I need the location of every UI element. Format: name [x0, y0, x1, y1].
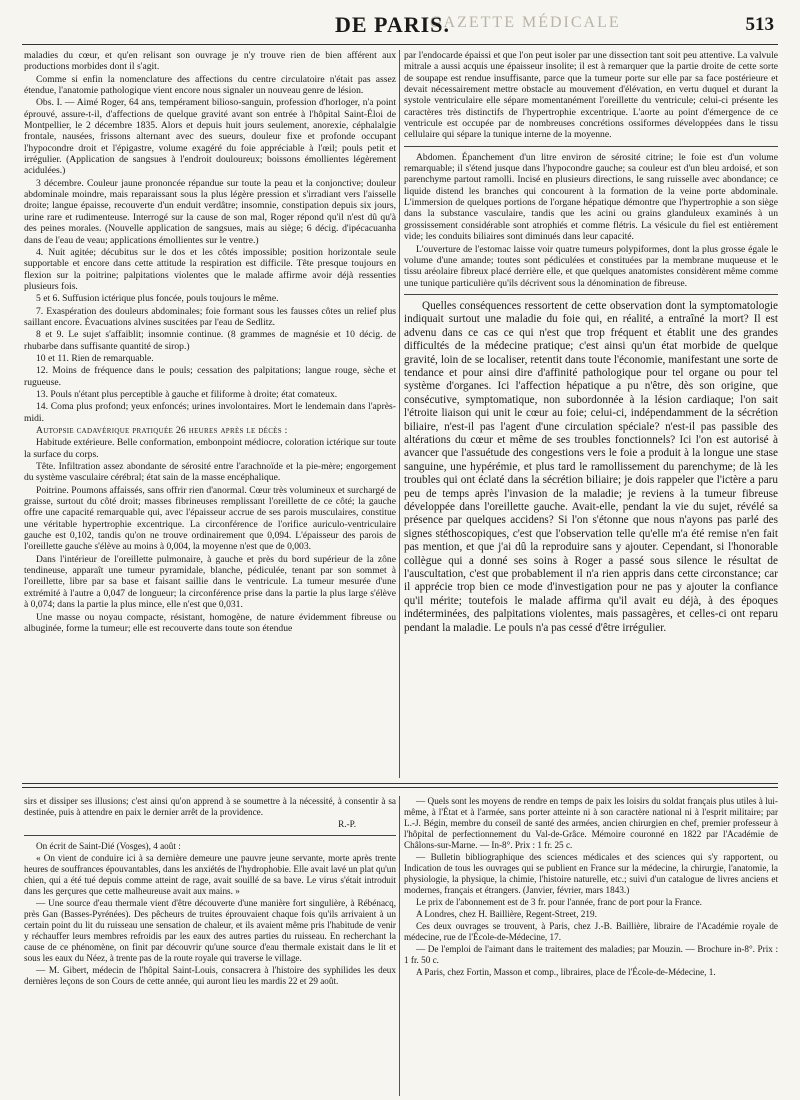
commentary-paragraph: Quelles conséquences ressortent de cette observation dont la symptomatologie indiquait surtout une maladie du foie qui, en réalité, a entraîné la mort? Il est advenu dans ce cas ce qui n'est que trop fréquent et établit une des grandes difficultés de la médecine pratique; c'est ainsi qu'un état morbide de quelque gravité, loin de se localiser, retentit dans toute l'économie, manifestant une sorte de tendance et pour ainsi dire d'affinité pathologique pour tel organe ou pour tel système d'organes. Ici l'affection hépatique a pu n'être, dès son origine, que consécutive, symptomatique, non subordonnée à la lésion cardiaque; l'on sait l'étroite liaison qui unit le cœur au foie; celui-ci, indépendamment de la sécrétion biliaire, n'est-il pas l'agent d'une circulation spéciale? n'est-il pas passible des altérations du cœur et même de ses troubles fonctionnels? Ici l'on est autorisé à avancer que l'assuétude des congestions vers le foie a produit à la longue une stase sanguine, une hypérémie, et plus tard le ramollissement du parenchyme; de là les troubles qui ont éclaté dans la sécrétion biliaire; je dois rappeler que l'ictère a paru peu de temps après l'invasion de la maladie; je reviens à la tumeur fibreuse développée dans l'oreillette gauche. Avait-elle, pendant la vie du sujet, révélé sa présence par quelques accidens? Si l'on s'étonne que nous n'ayons pas parlé des signes stéthoscopiques, c'est que l'observation telle qu'elle m'a été remise n'en fait pas mention, et que j'ai dû la reproduire sans y ajouter. Cependant, si l'honorable collègue qui a donné ses soins à Roger a passé sous silence le résultat de l'auscultation, c'est que probablement il n'a rien appris dans cette circonstance; car il apprécie trop bien ce mode d'investigation pour ne pas y ajouter la confiance qu'il mérite; toutefois le malade affirma qu'il avait eu déjà, à des époques indéterminées, des palpitations violentes, mais passagères, et celles-ci ont reparu pendant la maladie. Le pouls n'a pas cessé d'être irrégulier. — [404, 299, 778, 634]
dateline: On écrit de Saint-Dié (Vosges), 4 août : — [36, 841, 181, 851]
bleed-through-text: GAZETTE MÉDICALE — [430, 14, 621, 31]
bibliography-item: — De l'emploi de l'aimant dans le traitement des maladies; par Mouzin. — Brochure in-8°. Prix : 1 fr. 50 c. — [404, 944, 778, 965]
signature: R.-P. — [338, 819, 356, 829]
paragraph: par l'endocarde épaissi et que l'on peut isoler par une dissection tant soit peu attentive. La valvule mitrale a aussi acquis une épaisseur insolite; il est à remarquer que la partie droite de cette sorte de soupape est rendue insuffisante, parce que la tumeur porte sur elle par sa face postérieure et devait nécessairement mettre obstacle au mouvement d'élévation, en vertu duquel et durant la systole ventriculaire elle sépare momentanément l'oreillette du ventricule; celui-ci présente les caractères très distinctifs de l'hypertrophie excentrique. L'aorte au point d'émergence de ce ventricule est occupée par de nombreuses concrétions ossiformes développées dans le tissu cellulaire qui sépare la tunique interne de la moyenne. — [404, 50, 778, 141]
column-right-top — [404, 50, 778, 778]
commentary-block — [404, 300, 778, 635]
paragraph: A Paris, chez Fortin, Masson et comp., libraires, place de l'École-de-Médecine, 1. — [416, 967, 716, 977]
news-item: — Une source d'eau thermale vient d'être découverte d'une manière fort singulière, à Rébénacq, près Gan (Basses-Pyrénées). Des pêcheurs de truites éprouvaient chaque fois qu'ils arrivaient à un certain point du lit du ruisseau une sensation de chaleur, et ils avaient même pris l'habitude de venir y réchauffer leurs membres refroidis par les eaux des autres parties du ruisseau. En recherchant la cause de ce phénomène, on finit par découvrir qu'une source d'eau thermale existait dans le lit et sous les eaux du Néez, à trente pas de la route royale qui traverse le village. — [24, 898, 396, 963]
paragraph: 14. Coma plus profond; yeux enfoncés; urines involontaires. Mort le lendemain dans l'après-midi. — [24, 401, 396, 424]
running-title: DE PARIS. — [335, 12, 450, 37]
page-number: 513 — [745, 14, 774, 35]
paragraph: Comme si enfin la nomenclature des affections du centre circulatoire n'était pas assez étendue, l'anatomie pathologique vient encore nous signaler un nouveau genre de lésion. — [24, 73, 396, 97]
section-separator — [22, 783, 778, 784]
paragraph: A Londres, chez H. Baillière, Regent-Street, 219. — [416, 909, 597, 919]
paragraph: Ces deux ouvrages se trouvent, à Paris, chez J.-B. Baillière, libraire de l'Académie royale de médecine, rue de l'École-de-Médecine, 17. — [404, 921, 778, 942]
column-divider — [399, 796, 400, 1096]
paragraph: Dans l'intérieur de l'oreillette pulmonaire, à gauche et près du bord supérieur de la zône tendineuse, apparaît une tumeur pyramidale, blanche, pédiculée, tenant par son sommet à l'oreillette, libre par sa base et faisant saillie dans le ventricule. La tumeur mesurée d'une extrémité à l'autre a 0,047 de longueur; la circonférence prise dans la partie la plus large s'élève à 0,074; dans la partie la plus mince, elle n'est que 0,031. — [24, 553, 396, 611]
paragraph: 7. Exaspération des douleurs abdominales; foie formant sous les fausses côtes un relief plus saillant encore. Évacuations alvines suscitées par l'eau de Sedlitz. — [24, 305, 396, 328]
paragraph: 5 et 6. Suffusion ictérique plus foncée, pouls toujours le même. — [36, 293, 279, 305]
section-separator-thin — [22, 787, 778, 788]
observation-intro: Obs. I. — Aimé Roger, 64 ans, tempérament bilioso-sanguin, profession d'horloger, n'a point éprouvé, assure-t-il, d'affections de quelque gravité avant son entrée à l'hôpital Saint-Éloi de Montpellier, le 2 décembre 1835. Alors et depuis huit jours seulement, anorexie, céphalalgie frontale, nausées, frissons alternant avec des sueurs, douleur fixe et profonde occupant l'hypocondre droit et l'épigastre, volume exagéré du foie appréciable à l'œil; pouls petit et irrégulier. (Application de sangsues à l'endroit douloureux; boissons émollientes légèrement acidulées.) — [24, 97, 396, 177]
section-rule — [24, 835, 396, 836]
paragraph: 12. Moins de fréquence dans le pouls; cessation des palpitations; langue rouge, sèche et rugueuse. — [24, 365, 396, 388]
paragraph: 4. Nuit agitée; décubitus sur le dos et les côtés impossible; position horizontale seule supportable et encore dans cette attitude la respiration est difficile. Tête presque toujours en flexion sur la poitrine; palpitations violentes que le malade affirme avoir déjà ressenties plusieurs fois. — [24, 246, 396, 292]
news-quote: « On vient de conduire ici à sa dernière demeure une pauvre jeune servante, morte après trente heures de souffrances épouvantables, dans les anxiétés de l'hydrophobie. Elle avait lavé un plat qu'un chien, qui a été tué depuis comme atteint de rage, avait souillé de sa bave. Le virus s'était introduit dans les gerçures que cette malheureuse avait aux mains. » — [24, 853, 396, 896]
section-rule — [404, 146, 778, 147]
header-rule — [22, 44, 778, 45]
paragraph: Abdomen. Épanchement d'un litre environ de sérosité citrine; le foie est d'un volume remarquable; il s'étend jusque dans l'hypocondre gauche; sa couleur est d'un bleu ardoisé, et son parenchyme partout ramolli. Incisé en plusieurs directions, le sang ruisselle avec abondance; ce liquide distend les branches qui concourent à la formation de la veine porte abdominale. L'immersion de quelques portions de l'organe hépatique démontre que l'hypertrophie a son siège dans la substance vasculaire, tandis que les acini ou grains glanduleux examinés à un grossissement considérable sont atrophiés et comme flétris. La vésicule du fiel est entièrement vide; les conduits biliaires sont diminués dans leur capacité. — [404, 151, 778, 243]
paragraph: L'ouverture de l'estomac laisse voir quatre tumeurs polypiformes, dont la plus grosse égale le volume d'une amande; toutes sont pédiculées et constituées par la membrane muqueuse et le tissu aréolaire fibreux placé derrière elle, et que quelques anatomistes considèrent même comme une tunique particulière qu'ils décrivent sous la dénomination de fibreuse. — [404, 243, 778, 289]
bibliography-item: — Bulletin bibliographique des sciences médicales et des sciences qui s'y rapportent, ou Indication de tous les ouvrages qui se publient en France sur la médecine, la chirurgie, l'anatomie, la physiologie, la physique, la chimie, l'histoire naturelle, etc.; suivi d'un catalogue de livres anciens et modernes, français et étrangers. (Janvier, février, mars 1843.) — [404, 852, 778, 895]
column-divider — [399, 50, 400, 778]
autopsy-heading: Autopsie cadavérique pratiquée 26 heures après le décès : — [36, 425, 288, 436]
paragraph: Le prix de l'abonnement est de 3 fr. pour l'année, franc de port pour la France. — [416, 897, 702, 907]
paragraph: sirs et dissiper ses illusions; c'est ainsi qu'on apprend à se soumettre à la nécessité, à consentir à sa destinée, puis à attendre en paix le dernier arrêt de la providence. — [24, 796, 396, 817]
column-right-bottom — [404, 796, 778, 1096]
paragraph: 8 et 9. Le sujet s'affaiblit; insomnie continue. (8 grammes de magnésie et 10 décig. de rhubarbe dans suffisante quantité de sirop.) — [24, 329, 396, 352]
paragraph: Poitrine. Poumons affaissés, sans offrir rien d'anormal. Cœur très volumineux et surchargé de graisse, surtout du côté droit; masses fibrineuses remplissant l'oreillette de ce côté; la gauche offre une capacité remarquable qui, avec l'épaisseur accrue de ses parois musculaires, constitue une véritable hypertrophie excentrique. La circonférence de l'orifice auriculo-ventriculaire gauche est 0,102, tandis qu'on ne trouve ordinairement que 0,094. L'épaisseur des parois de l'oreillette gauche s'élève au moins à 0,004, la moyenne n'est que de 0,003. — [24, 484, 396, 553]
bibliography-item: — Quels sont les moyens de rendre en temps de paix les loisirs du soldat français plus utiles à lui-même, à l'État et à l'armée, sans porter atteinte ni à son caractère national ni à l'esprit militaire; par L.-J. Bégin, membre du conseil de santé des armées, ancien chirurgien en chef, premier professeur à l'hôpital de perfectionnement du Val-de-Grâce. Mémoire couronné en 1822 par l'Académie de Châlons-sur-Marne. — In-8°. Prix : 1 fr. 25 c. — [404, 796, 778, 850]
column-left-bottom — [24, 796, 396, 1096]
paragraph: maladies du cœur, et qu'en relisant son ouvrage je n'y trouve rien de bien afférent aux productions morbides dont il s'agit. — [24, 50, 396, 73]
paragraph: Habitude extérieure. Belle conformation, embonpoint médiocre, coloration ictérique sur toute la surface du corps. — [24, 437, 396, 460]
page-header — [0, 10, 800, 44]
paragraph: Une masse ou noyau compacte, résistant, homogène, de nature évidemment fibreuse ou albuginée, forme la tumeur; elle est recouverte dans toute son étendue — [24, 611, 396, 634]
section-rule — [404, 294, 778, 295]
column-left-top — [24, 50, 396, 778]
paragraph: 13. Pouls n'étant plus perceptible à gauche et filiforme à droite; état comateux. — [36, 388, 338, 400]
paragraph: 3 décembre. Couleur jaune prononcée répandue sur toute la peau et la conjonctive; douleur abdominale moindre, mais reparaissant sous la plus légère pression et s'irradiant vers l'aisselle droite; langue épaisse, recouverte d'un enduit verdâtre; insomnie, constipation depuis six jours, urine rare et rudimenteuse. Interrogé sur la cause de son mal, Roger répond qu'il n'est dû qu'à des peines morales. (Nouvelle application de sangsues, mais au siège; 6 décig. d'ipécacuanha dans de l'eau de veau; applications émollientes sur le ventre.) — [24, 177, 396, 246]
paragraph: Tête. Infiltration assez abondante de sérosité entre l'arachnoïde et la pie-mère; engorgement du système vasculaire cérébral; état sain de la masse encéphalique. — [24, 461, 396, 484]
paragraph: 10 et 11. Rien de remarquable. — [36, 352, 154, 364]
news-item: — M. Gibert, médecin de l'hôpital Saint-Louis, consacrera à l'histoire des syphilides les deux dernières leçons de son Cours de cette année, qui auront lieu les mardis 22 et 29 août. — [24, 965, 396, 986]
